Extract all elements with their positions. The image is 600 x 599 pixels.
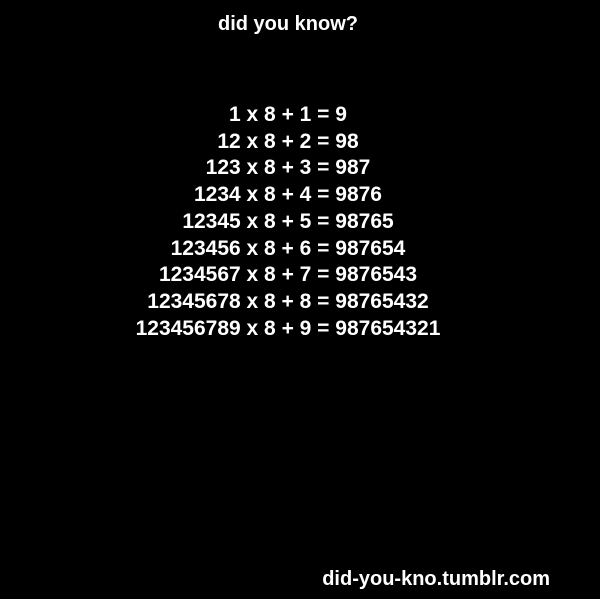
- equation-line: 1234567 x 8 + 7 = 9876543: [158, 263, 418, 287]
- equation-line: 123 x 8 + 3 = 987: [205, 156, 371, 180]
- equation-line: 12345 x 8 + 5 = 98765: [182, 209, 394, 233]
- page-title: did you know?: [218, 13, 358, 35]
- equation-list: [0, 102, 576, 342]
- equation-line: 12345678 x 8 + 8 = 98765432: [147, 289, 429, 313]
- source-watermark: did-you-kno.tumblr.com: [322, 568, 550, 590]
- equation-line: 12 x 8 + 2 = 98: [217, 129, 359, 153]
- equation-line: 123456 x 8 + 6 = 987654: [170, 236, 406, 260]
- equation-line: 1234 x 8 + 4 = 9876: [193, 183, 382, 207]
- equation-line: 1 x 8 + 1 = 9: [229, 103, 347, 126]
- equation-line: 123456789 x 8 + 9 = 987654321: [135, 316, 441, 340]
